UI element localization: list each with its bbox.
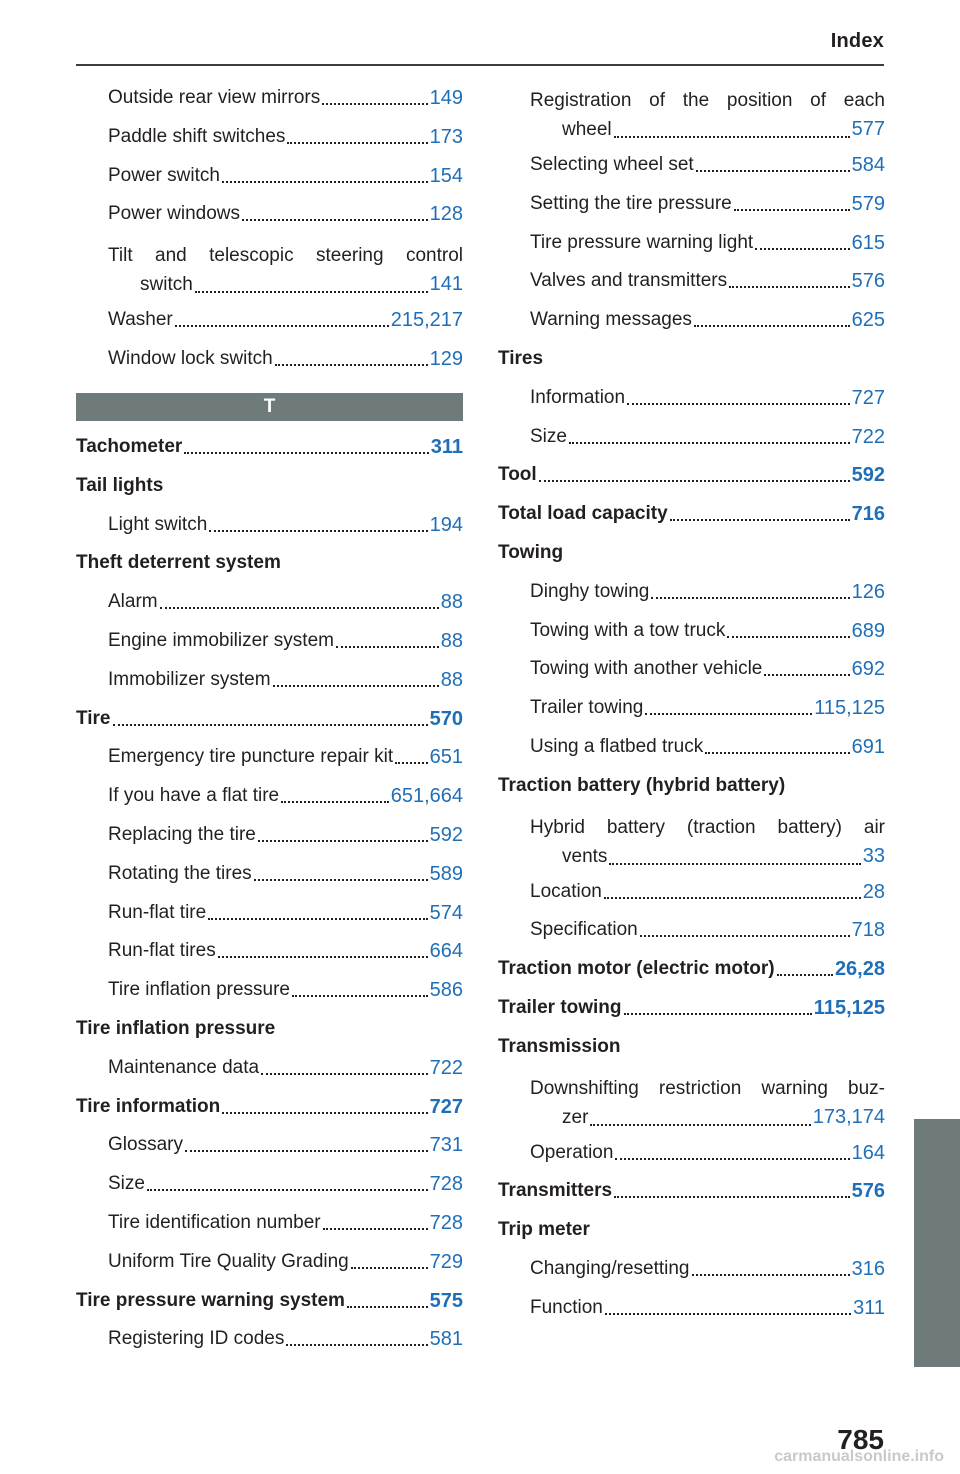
dot-leader	[286, 1344, 427, 1346]
index-subentry[interactable]: Window lock switch 129	[108, 347, 463, 370]
page-ref[interactable]: 28	[862, 880, 885, 903]
index-subentry[interactable]: Towing with another vehicle 692	[530, 658, 885, 681]
page-ref[interactable]: 115,125	[813, 996, 885, 1019]
dot-leader	[705, 752, 849, 754]
dot-leader	[777, 974, 833, 976]
index-subentry[interactable]: Outside rear view mirrors 149	[108, 87, 463, 109]
section-letter-bar: T	[76, 393, 463, 421]
page-ref[interactable]: 592	[429, 823, 463, 846]
index-category: Tires	[498, 347, 544, 369]
index-category: Theft deterrent system	[76, 552, 281, 574]
page-ref[interactable]: 592	[851, 464, 885, 487]
page-ref[interactable]: 576	[851, 1180, 885, 1203]
dot-leader	[539, 480, 850, 482]
dot-leader	[729, 286, 850, 288]
index-entry[interactable]: Transmitters 576	[498, 1180, 885, 1203]
index-subentry-multiline[interactable]: Downshifting restriction warning buz- zer 173,174	[498, 1074, 885, 1132]
page-ref[interactable]: 691	[851, 735, 885, 758]
index-subentry-multiline[interactable]: Registration of the position of each wheel 577	[498, 86, 885, 144]
dot-leader	[727, 636, 849, 638]
header-divider	[76, 64, 884, 66]
index-column-left	[76, 86, 463, 1366]
dot-leader	[287, 142, 427, 144]
page-ref[interactable]: 689	[851, 619, 885, 642]
page-ref[interactable]: 727	[429, 1095, 463, 1118]
page-ref[interactable]: 115,125	[814, 697, 885, 720]
dot-leader	[734, 209, 850, 211]
index-subentry[interactable]: Selecting wheel set 584	[530, 154, 885, 176]
page-ref[interactable]: 154	[429, 164, 463, 187]
page-ref[interactable]: 722	[851, 425, 885, 448]
dot-leader	[764, 674, 849, 676]
dot-leader	[645, 713, 812, 715]
dot-leader	[322, 103, 427, 105]
page-ref[interactable]: 651	[429, 746, 463, 769]
dot-leader	[218, 956, 428, 958]
dot-leader	[292, 995, 428, 997]
page-ref[interactable]: 311	[430, 435, 463, 458]
dot-leader	[351, 1267, 428, 1269]
page-ref[interactable]: 173,174	[812, 1105, 885, 1128]
page-ref[interactable]: 731	[429, 1134, 463, 1157]
page-ref[interactable]: 129	[429, 347, 463, 370]
index-category: Tire inflation pressure	[76, 1017, 276, 1039]
dot-leader	[185, 1150, 428, 1152]
dot-leader	[175, 325, 389, 327]
index-subentry[interactable]: Trailer towing 115,125	[530, 697, 885, 720]
dot-leader	[609, 863, 860, 865]
index-subentry[interactable]: If you have a flat tire 651,664	[108, 785, 463, 808]
page-ref[interactable]: 194	[429, 513, 463, 536]
page-ref[interactable]: 149	[429, 87, 463, 109]
index-subentry[interactable]: Washer 215,217	[108, 309, 463, 332]
dot-leader	[624, 1013, 812, 1015]
dot-leader	[160, 607, 439, 609]
dot-leader	[261, 1073, 428, 1075]
page-ref[interactable]: 716	[851, 503, 885, 526]
index-subentry[interactable]: Specification 718	[530, 919, 885, 942]
dot-leader	[590, 1124, 810, 1126]
page-ref[interactable]: 575	[429, 1289, 463, 1312]
index-subentry[interactable]: Size 722	[530, 425, 885, 448]
index-subentry[interactable]: Power switch 154	[108, 164, 463, 187]
page-ref[interactable]: 316	[851, 1257, 885, 1280]
dot-leader	[615, 1158, 849, 1160]
watermark: carmanualsonline.info	[774, 1448, 944, 1465]
dot-leader	[275, 364, 428, 366]
page-ref[interactable]: 128	[429, 203, 463, 226]
index-category: Transmission	[498, 1035, 621, 1057]
index-subentry[interactable]: Function 311	[530, 1296, 885, 1319]
dot-leader	[395, 762, 428, 764]
page-ref[interactable]: 728	[429, 1173, 463, 1196]
index-subentry[interactable]: Uniform Tire Quality Grading 729	[108, 1250, 463, 1273]
page-ref[interactable]: 664	[429, 940, 463, 963]
index-subentry[interactable]: Setting the tire pressure 579	[530, 192, 885, 215]
dot-leader	[692, 1274, 850, 1276]
dot-leader	[323, 1228, 428, 1230]
index-subentry[interactable]: Using a flatbed truck 691	[530, 735, 885, 758]
dot-leader	[147, 1189, 428, 1191]
page-ref[interactable]: 584	[851, 154, 885, 176]
page-ref[interactable]: 692	[851, 658, 885, 681]
index-subentry[interactable]: Tire inflation pressure 586	[108, 979, 463, 1002]
index-subentry[interactable]: Location 28	[530, 880, 885, 903]
index-subentry[interactable]: Light switch 194	[108, 513, 463, 536]
index-subentry[interactable]: Immobilizer system 88	[108, 668, 463, 691]
index-entry[interactable]: Tachometer 311	[76, 435, 463, 458]
page-ref[interactable]: 581	[429, 1328, 463, 1351]
dot-leader	[336, 646, 439, 648]
dot-leader	[347, 1306, 428, 1308]
dot-leader	[696, 170, 850, 172]
index-subentry[interactable]: Size 728	[108, 1173, 463, 1196]
dot-leader	[254, 879, 428, 881]
page-ref[interactable]: 586	[429, 979, 463, 1002]
page-ref[interactable]: 718	[851, 919, 885, 942]
index-category: Traction battery (hybrid battery)	[498, 774, 786, 796]
dot-leader	[627, 403, 850, 405]
dot-leader	[569, 442, 850, 444]
index-entry[interactable]: Traction motor (electric motor) 26,28	[498, 958, 885, 981]
page-ref[interactable]: 26,28	[834, 958, 885, 981]
dot-leader	[209, 530, 427, 532]
page-ref[interactable]: 215,217	[390, 309, 463, 332]
page-ref[interactable]: 589	[429, 862, 463, 885]
index-subentry[interactable]: Tire identification number 728	[108, 1211, 463, 1234]
page-ref[interactable]: 651,664	[390, 785, 463, 808]
dot-leader	[258, 840, 428, 842]
page-ref[interactable]: 88	[440, 591, 463, 614]
page-number: 785	[837, 1424, 884, 1455]
page-ref[interactable]: 579	[851, 192, 885, 215]
dot-leader	[242, 219, 428, 221]
dot-leader	[651, 597, 849, 599]
index-subentry[interactable]: Paddle shift switches 173	[108, 125, 463, 148]
index-subentry-multiline[interactable]: Hybrid battery (traction battery) air vents 33	[498, 813, 885, 871]
index-subentry[interactable]: Tire pressure warning light 615	[530, 231, 885, 254]
index-subentry[interactable]: Run-flat tire 574	[108, 901, 463, 924]
dot-leader	[222, 181, 428, 183]
index-entry[interactable]: Total load capacity 716	[498, 503, 885, 526]
dot-leader	[281, 801, 389, 803]
page-ref[interactable]: 615	[851, 231, 885, 254]
page-ref[interactable]: 311	[853, 1296, 885, 1319]
dot-leader	[694, 325, 850, 327]
page-ref[interactable]: 727	[851, 386, 885, 409]
index-subentry[interactable]: Glossary 731	[108, 1134, 463, 1157]
dot-leader	[670, 519, 850, 521]
index-subentry[interactable]: Alarm 88	[108, 591, 463, 614]
index-entry[interactable]: Tire pressure warning system 575	[76, 1289, 463, 1312]
index-subentry[interactable]: Changing/resetting 316	[530, 1257, 885, 1280]
index-subentry[interactable]: Operation 164	[530, 1141, 885, 1164]
index-subentry[interactable]: Dinghy towing 126	[530, 580, 885, 603]
page-ref[interactable]: 173	[429, 125, 463, 148]
index-subentry[interactable]: Valves and transmitters 576	[530, 270, 885, 293]
dot-leader	[604, 897, 861, 899]
page-ref[interactable]: 625	[851, 309, 885, 332]
index-subentry[interactable]: Emergency tire puncture repair kit 651	[108, 746, 463, 769]
dot-leader	[605, 1313, 851, 1315]
page-ref[interactable]: 126	[851, 580, 885, 603]
index-subentry[interactable]: Power windows 128	[108, 203, 463, 226]
page-ref[interactable]: 574	[429, 901, 463, 924]
page-ref[interactable]: 88	[440, 629, 463, 652]
page-ref[interactable]: 722	[429, 1056, 463, 1079]
dot-leader	[640, 935, 850, 937]
page-ref[interactable]: 164	[851, 1141, 885, 1164]
index-subentry[interactable]: Information 727	[530, 386, 885, 409]
dot-leader	[614, 1196, 850, 1198]
page-ref[interactable]: 576	[851, 270, 885, 293]
index-thumb-tab	[914, 1119, 960, 1367]
dot-leader	[614, 136, 850, 138]
index-entry[interactable]: Tire information 727	[76, 1095, 463, 1118]
page-ref[interactable]: 728	[429, 1211, 463, 1234]
index-subentry[interactable]: Registering ID codes 581	[108, 1328, 463, 1351]
dot-leader	[755, 248, 849, 250]
index-subentry-multiline[interactable]: Tilt and telescopic steering control switch 141	[76, 241, 463, 299]
index-entry[interactable]: Tire 570	[76, 707, 463, 730]
dot-leader	[195, 291, 428, 293]
index-subentry[interactable]: Towing with a tow truck 689	[530, 619, 885, 642]
page-ref[interactable]: 570	[429, 707, 463, 730]
index-category: Towing	[498, 541, 564, 563]
index-subentry[interactable]: Maintenance data 722	[108, 1056, 463, 1079]
index-subentry[interactable]: Warning messages 625	[530, 309, 885, 332]
index-column-right	[498, 86, 885, 1335]
page-ref[interactable]: 33	[862, 844, 885, 867]
dot-leader	[113, 724, 428, 726]
index-entry[interactable]: Tool 592	[498, 464, 885, 487]
dot-leader	[222, 1112, 427, 1114]
dot-leader	[273, 685, 439, 687]
dot-leader	[208, 918, 427, 920]
page-ref[interactable]: 577	[851, 118, 885, 140]
page-ref[interactable]: 141	[429, 273, 463, 296]
page-ref[interactable]: 729	[429, 1250, 463, 1273]
page-ref[interactable]: 88	[440, 668, 463, 691]
page-header-title: Index	[830, 30, 884, 52]
index-entry[interactable]: Trailer towing 115,125	[498, 996, 885, 1019]
index-subentry[interactable]: Replacing the tire 592	[108, 823, 463, 846]
index-category: Tail lights	[76, 474, 164, 496]
index-subentry[interactable]: Rotating the tires 589	[108, 862, 463, 885]
index-subentry[interactable]: Run-flat tires 664	[108, 940, 463, 963]
dot-leader	[184, 452, 428, 454]
index-category: Trip meter	[498, 1219, 590, 1241]
index-subentry[interactable]: Engine immobilizer system 88	[108, 629, 463, 652]
